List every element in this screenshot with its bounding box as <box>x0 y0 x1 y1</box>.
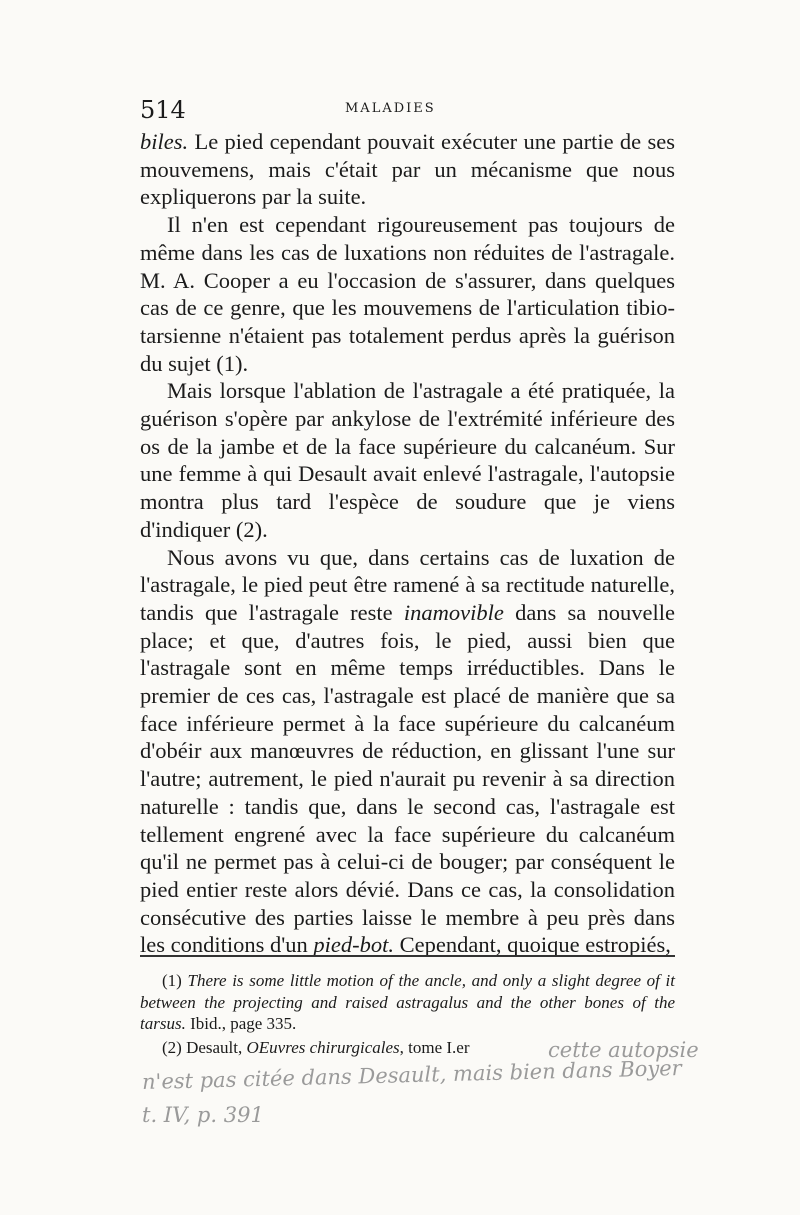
paragraph-4-part-c: Cependant, quoique estropiés, <box>394 932 671 958</box>
footnote-1-marker: (1) <box>162 971 182 990</box>
page-header <box>140 96 675 126</box>
footnote-1 <box>140 970 675 1035</box>
paragraph-4-part-b: dans sa nouvelle place; et que, d'autres fois, le pied, aussi bien que l'astragale sont en même temps irréductibles. Dans le premier de ces cas, l'astragale est placé de manière que sa face inférieure permet à la face supérieure du calcanéum d'obéir aux manœuvres de réduction, en glissant l'une sur l'autre; autrement, le pied n'aurait pu revenir à sa direction naturelle : tandis que, dans le second cas, l'astragale est tellement engrené avec la face supérieure du calcanéum qu'il ne permet pas à celui-ci de bouger; par conséquent le pied entier reste alors dévié. Dans ce cas, la consolidation consécutive des parties laisse le membre à peu près dans les conditions d'un <box>140 599 675 958</box>
paragraph-1-rest: Le pied cependant pouvait exécuter une partie de ses mouvemens, mais c'était par un mécanisme que nous expliquerons par la suite. <box>140 129 675 210</box>
paragraph-3: Mais lorsque l'ablation de l'astragale a été pratiquée, la guérison s'opère par ankylose de l'extrémité inférieure des os de la jambe et de la face supérieure du calcanéum. Sur une femme à qui Desault avait enlevé l'astragale, l'autopsie montra plus tard l'espèce de soudure que je viens d'indiquer (2). <box>140 378 675 542</box>
paragraph-4-part-a: Nous avons vu que, dans certains cas de luxation de l'astragale, le pied peut être ramené à sa rectitude naturelle, tandis que l'astragale reste <box>140 544 675 625</box>
footnote-2-volume: , tome I.er <box>399 1037 470 1057</box>
footnote-divider <box>140 955 675 957</box>
handwritten-line-1: cette autopsie <box>548 1038 699 1062</box>
paragraph-4-emphasis-1: inamovible <box>403 599 504 625</box>
paragraph-2: Il n'en est cependant rigoureusement pas toujours de même dans les cas de luxations non réduites de l'astragale. M. A. Cooper a eu l'occasion de s'assurer, dans quelques cas de ce genre, que les mouvemens de l'articulation tibio-tarsienne n'étaient pas totalement perdus après la guérison du sujet (1). <box>140 212 675 376</box>
footnote-2-author: Desault, <box>181 1037 247 1057</box>
paragraph-4-emphasis-2: pied-bot. <box>313 932 395 958</box>
paragraph-1-start: biles. <box>140 129 189 154</box>
handwritten-line-3: t. IV, p. 391 <box>142 1103 264 1127</box>
footnote-2-marker: (2) <box>162 1037 182 1057</box>
page-number: 514 <box>140 96 186 124</box>
footnote-1-quote: There is some little motion of the ancle, and only a slight degree of it between the projecting and raised astragalus and the other bones of the tarsus. <box>140 971 675 1033</box>
paragraph-4 <box>140 544 675 960</box>
handwritten-line-2: n'est pas citée dans Desault, mais bien dans Boyer <box>141 1055 682 1095</box>
footnote-1-reference: Ibid., page 335. <box>185 1014 297 1033</box>
paragraph-1 <box>140 128 675 211</box>
running-head: MALADIES <box>345 101 436 116</box>
main-text <box>140 128 675 959</box>
footnotes <box>140 970 675 1060</box>
footnote-2 <box>140 1037 675 1059</box>
footnote-2-title: OEuvres chirurgicales <box>246 1037 400 1057</box>
